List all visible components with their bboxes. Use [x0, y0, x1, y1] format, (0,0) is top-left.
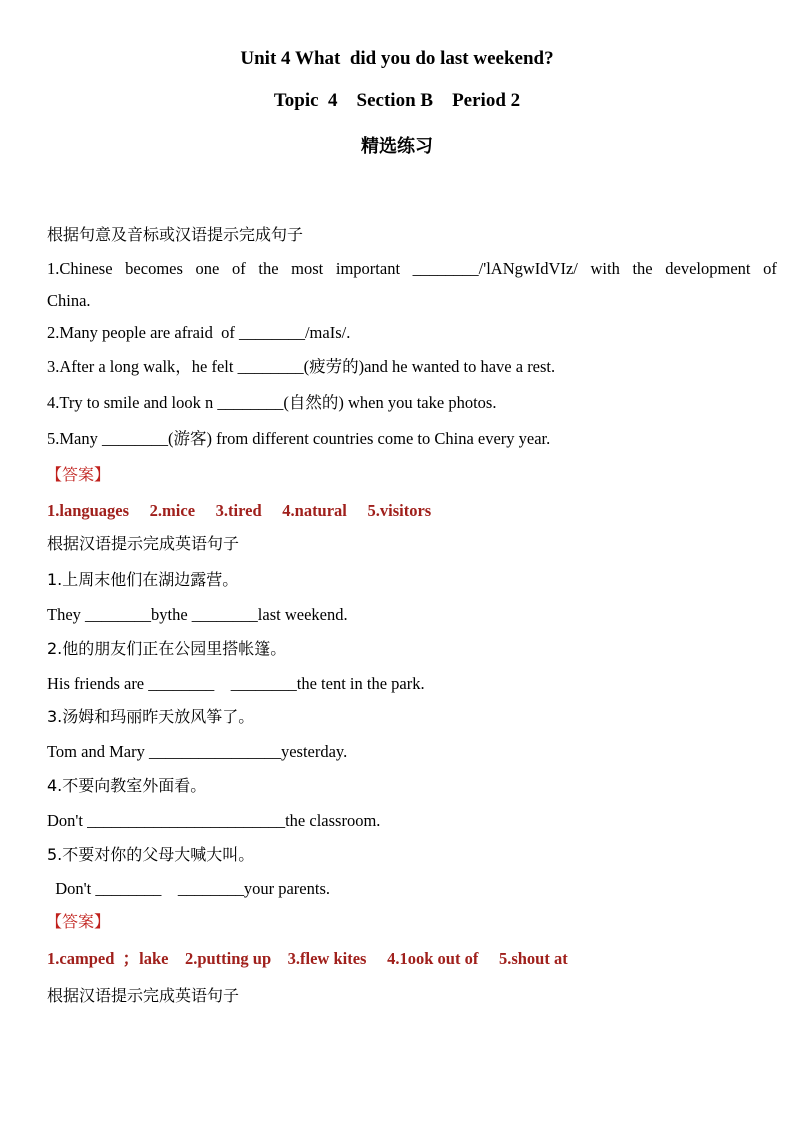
part2-question-1-cn: 1.上周末他们在湖边露营。: [47, 570, 239, 589]
part2-instruction: 根据汉语提示完成英语句子: [47, 534, 240, 553]
q1-word: of: [763, 259, 777, 278]
part3-instruction: 根据汉语提示完成英语句子: [47, 986, 240, 1005]
part1-instruction: 根据句意及音标或汉语提示完成句子: [47, 225, 304, 244]
part1-question-1: [47, 258, 777, 280]
q1-word: 1.Chinese: [47, 259, 113, 278]
section-label: 精选练习: [361, 136, 433, 157]
part2-answer-heading: 【答案】: [46, 912, 111, 931]
q1-word: with: [590, 259, 620, 278]
q1-word: the: [632, 259, 653, 278]
part1-question-4: 4.Try to smile and look n ________(自然的) when you take photos.: [47, 393, 497, 412]
q1-word: ________/'lANgwIdVIz/: [412, 259, 578, 278]
q1-word: development: [665, 259, 751, 278]
q1-word: one: [195, 259, 220, 278]
part2-question-2-cn: 2.他的朋友们正在公园里搭帐篷。: [47, 639, 287, 658]
part1-answers: 1.languages 2.mice 3.tired 4.natural 5.visitors: [47, 501, 432, 520]
document-subtitle: Topic 4 Section B Period 2: [273, 90, 521, 111]
part2-question-3-en: Tom and Mary ________________yesterday.: [47, 742, 348, 761]
part1-question-3: 3.After a long walk，he felt ________(疲劳的)and he wanted to have a rest.: [47, 357, 556, 376]
part1-answer-heading: 【答案】: [46, 465, 111, 484]
part2-question-3-cn: 3.汤姆和玛丽昨天放风筝了。: [47, 707, 255, 726]
part2-question-2-en: His friends are ________ ________the tent in the park.: [47, 674, 425, 693]
q1-word: of: [231, 259, 246, 278]
part2-question-5-cn: 5.不要对你的父母大喊大叫。: [47, 845, 255, 864]
part2-answers: 1.camped ；lake 2.putting up 3.flew kites 4.1ook out of 5.shout at: [47, 949, 568, 968]
q1-word: becomes: [125, 259, 183, 278]
part1-question-1-cont: China.: [47, 291, 91, 310]
q1-word: most: [291, 259, 324, 278]
document-title: Unit 4 What did you do last weekend?: [240, 48, 554, 69]
part2-question-4-en: Don't ________________________the classroom.: [47, 811, 381, 830]
part2-question-5-en: Don't ________ ________your parents.: [47, 879, 330, 898]
part1-question-2: 2.Many people are afraid of ________/maIs/.: [47, 323, 351, 342]
part1-question-5: 5.Many ________(游客) from different countries come to China every year.: [47, 429, 551, 448]
q1-word: the: [258, 259, 279, 278]
q1-word: important: [335, 259, 401, 278]
part2-question-1-en: They ________bythe ________last weekend.: [47, 605, 348, 624]
part2-question-4-cn: 4.不要向教室外面看。: [47, 776, 207, 795]
